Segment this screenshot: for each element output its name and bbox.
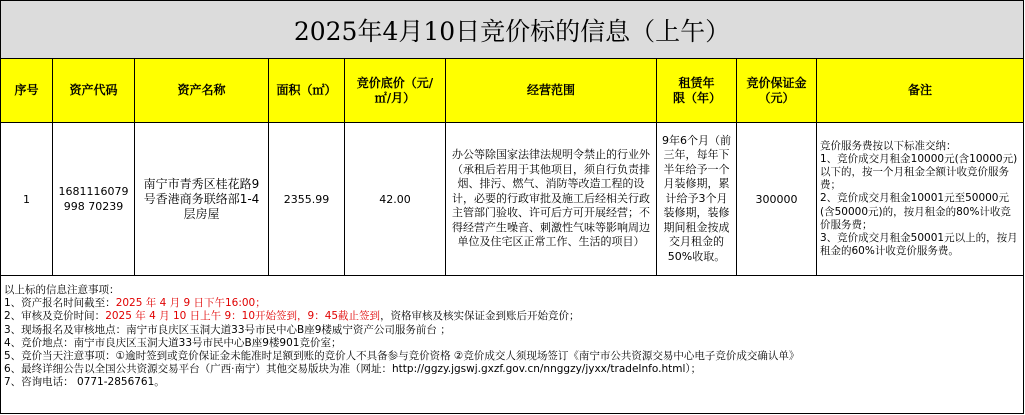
header-business-scope: 经营范围	[446, 59, 657, 122]
note-registration-deadline	[4, 297, 1022, 310]
cell-asset-code: 1681116079998 70239	[53, 123, 135, 275]
note-1-label: 1、资产报名时间截至：	[4, 297, 116, 310]
note-auction-location: 4、竞价地点：南宁市良庆区玉洞大道33号市民中心B座9楼901竞价室；	[4, 336, 342, 349]
cell-asset-name: 南宁市青秀区桂花路9号香港商务联络部1-4层房屋	[135, 123, 269, 275]
notes-heading: 以上标的信息注意事项：	[4, 284, 120, 296]
note-review-time	[4, 310, 1022, 323]
note-official-announcement: 6、最终详细公告以全国公共资源交易平台（广西·南宁）其他交易版块为准（网址：http://ggzy.jgswj.gxzf.gov.cn/nnggzy/jyxx/tradeInfo.html）；	[4, 363, 702, 376]
header-area: 面积（㎡）	[269, 59, 345, 122]
note-1-value: 2025 年 4 月 9 日下午16:00；	[115, 297, 266, 310]
header-remark: 备注	[907, 83, 932, 97]
note-2-label: 2、审核及竞价时间：	[4, 310, 106, 323]
header-deposit: 竞价保证金（元）	[737, 59, 817, 122]
cell-remark: 竞价服务费按以下标准交纳： 1、竞价成交月租金10000元(含10000元)以下的，按一个月租金全额计收竞价服务费； 2、竞价成交月租金10001元至50000元(含50000元)的，按月租金的80%计收竞价服务费； 3、竞价成交月租金50001元以上的，按月租金的60%计收竞价服务费。	[820, 139, 1018, 258]
header-seq: 序号	[1, 59, 53, 122]
header-asset-code: 资产代码	[53, 59, 135, 122]
notes-section	[4, 284, 1022, 390]
cell-seq: 1	[1, 123, 53, 275]
header-lease-term: 租赁年限（年）	[657, 59, 737, 122]
note-registration-location: 3、现场报名及审核地点：南宁市良庆区玉洞大道33号市民中心B座9楼威宁资产公司服务前台 ；	[4, 323, 451, 336]
cell-lease-term: 9年6个月（前三年，每年下半年给予一个月装修期，累计给予3个月装修期，装修期间租金按成交月租金的50%收取。	[657, 123, 737, 275]
note-2-time: 2025 年 4 月 10 日上午 9：10开始签到，9：45截止签到	[105, 310, 381, 323]
note-contact-phone: 7、咨询电话： 0771-2856761。	[4, 376, 165, 389]
note-auction-day-rules: 5、竞价当天注意事项：①逾时签到或竞价保证金未能准时足额到账的竞价人不具备参与竞价资格 ②竞价成交人须现场签订《南宁市公共资源交易中心电子竞价成交确认单》	[4, 350, 800, 363]
cell-reserve-price: 42.00	[345, 123, 446, 275]
table-row	[1, 123, 1023, 276]
cell-area: 2355.99	[269, 123, 345, 275]
table-header-row	[1, 59, 1023, 123]
header-reserve-price: 竞价底价（元/㎡/月）	[345, 59, 446, 122]
cell-business-scope: 办公等除国家法律法规明令禁止的行业外（承租后若用于其他项目，须自行负责排烟、排污、燃气、消防等改造工程的设计，必要的行政审批及施工后经相关行政主管部门验收、许可后方可开展经营；不得经营产生噪音、刺激性气味等影响周边单位及住宅区正常工作、生活的项目）	[446, 123, 657, 275]
header-asset-name: 资产名称	[135, 59, 269, 122]
page-title: 2025年4月10日竞价标的信息（上午）	[1, 1, 1023, 59]
cell-deposit: 300000	[737, 123, 817, 275]
note-2-rest: ，资格审核及核实保证金到账后开始竞价；	[380, 310, 580, 323]
